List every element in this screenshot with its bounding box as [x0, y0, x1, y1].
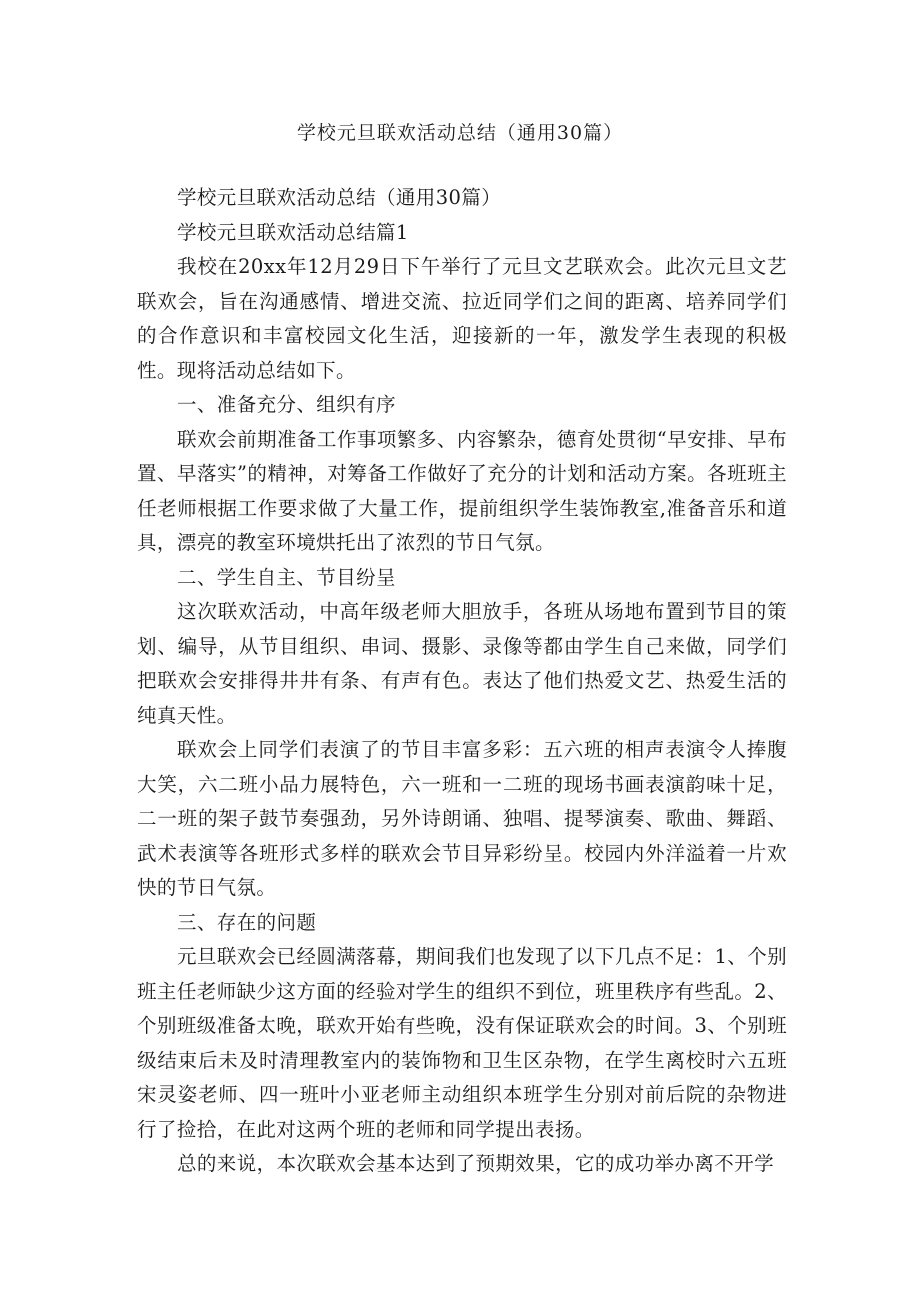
- repeated-title-paragraph: 学校元旦联欢活动总结（通用30篇）: [177, 186, 502, 209]
- programs-paragraph: 联欢会上同学们表演了的节目丰富多彩：五六班的相声表演令人捧腹大笑，六二班小品力展特色，六一班和一二班的现场书画表演韵味十足，二一班的架子鼓节奏强劲，另外诗朗诵、独唱、提琴演奏、歌曲、舞蹈、武术表演等各班形式多样的联欢会节目异彩纷呈。校园内外洋溢着一片欢快的节日气氛。: [137, 738, 787, 899]
- document-title: 学校元旦联欢活动总结（通用30篇）: [296, 122, 624, 144]
- heading-problems: 三、存在的问题: [177, 910, 317, 934]
- problems-paragraph: 元旦联欢会已经圆满落幕，期间我们也发现了以下几点不足：1、个别班主任老师缺少这方面的经验对学生的组织不到位，班里秩序有些乱。2、个别班级准备太晚，联欢开始有些晚，没有保证联欢会的时间。3、个别班级结束后未及时清理教室内的装饰物和卫生区杂物，在学生离校时六五班宋灵姿老师、四一班叶小亚老师主动组织本班学生分别对前后院的杂物进行了捡拾，在此对这两个班的老师和同学提出表扬。: [137, 945, 787, 1141]
- intro-paragraph: 我校在20xx年12月29日下午举行了元旦文艺联欢会。此次元旦文艺联欢会，旨在沟通感情、增进交流、拉近同学们之间的距离、培养同学们的合作意识和丰富校园文化生活，迎接新的一年，激发学生表现的积极性。现将活动总结如下。: [137, 255, 787, 382]
- summary-paragraph: 总的来说，本次联欢会基本达到了预期效果，它的成功举办离不开学: [177, 1152, 775, 1175]
- student-autonomy-paragraph: 这次联欢活动，中高年级老师大胆放手，各班从场地布置到节目的策划、编导，从节目组织、串词、摄影、录像等都由学生自己来做，同学们把联欢会安排得井井有条、有声有色。表达了他们热爱文艺、热爱生活的纯真天性。: [137, 600, 787, 727]
- heading-student-autonomy: 二、学生自主、节目纷呈: [177, 565, 396, 589]
- section-heading-part-1: 学校元旦联欢活动总结篇1: [177, 220, 409, 244]
- heading-preparation: 一、准备充分、组织有序: [177, 393, 396, 416]
- preparation-paragraph: 联欢会前期准备工作事项繁多、内容繁杂，德育处贯彻“早安排、早布置、早落实”的精神，对筹备工作做好了充分的计划和活动方案。各班班主任老师根据工作要求做了大量工作，提前组织学生装饰教室,准备音乐和道具，漂亮的教室环境烘托出了浓烈的节日气氛。: [137, 427, 787, 554]
- document-body: [137, 181, 787, 1182]
